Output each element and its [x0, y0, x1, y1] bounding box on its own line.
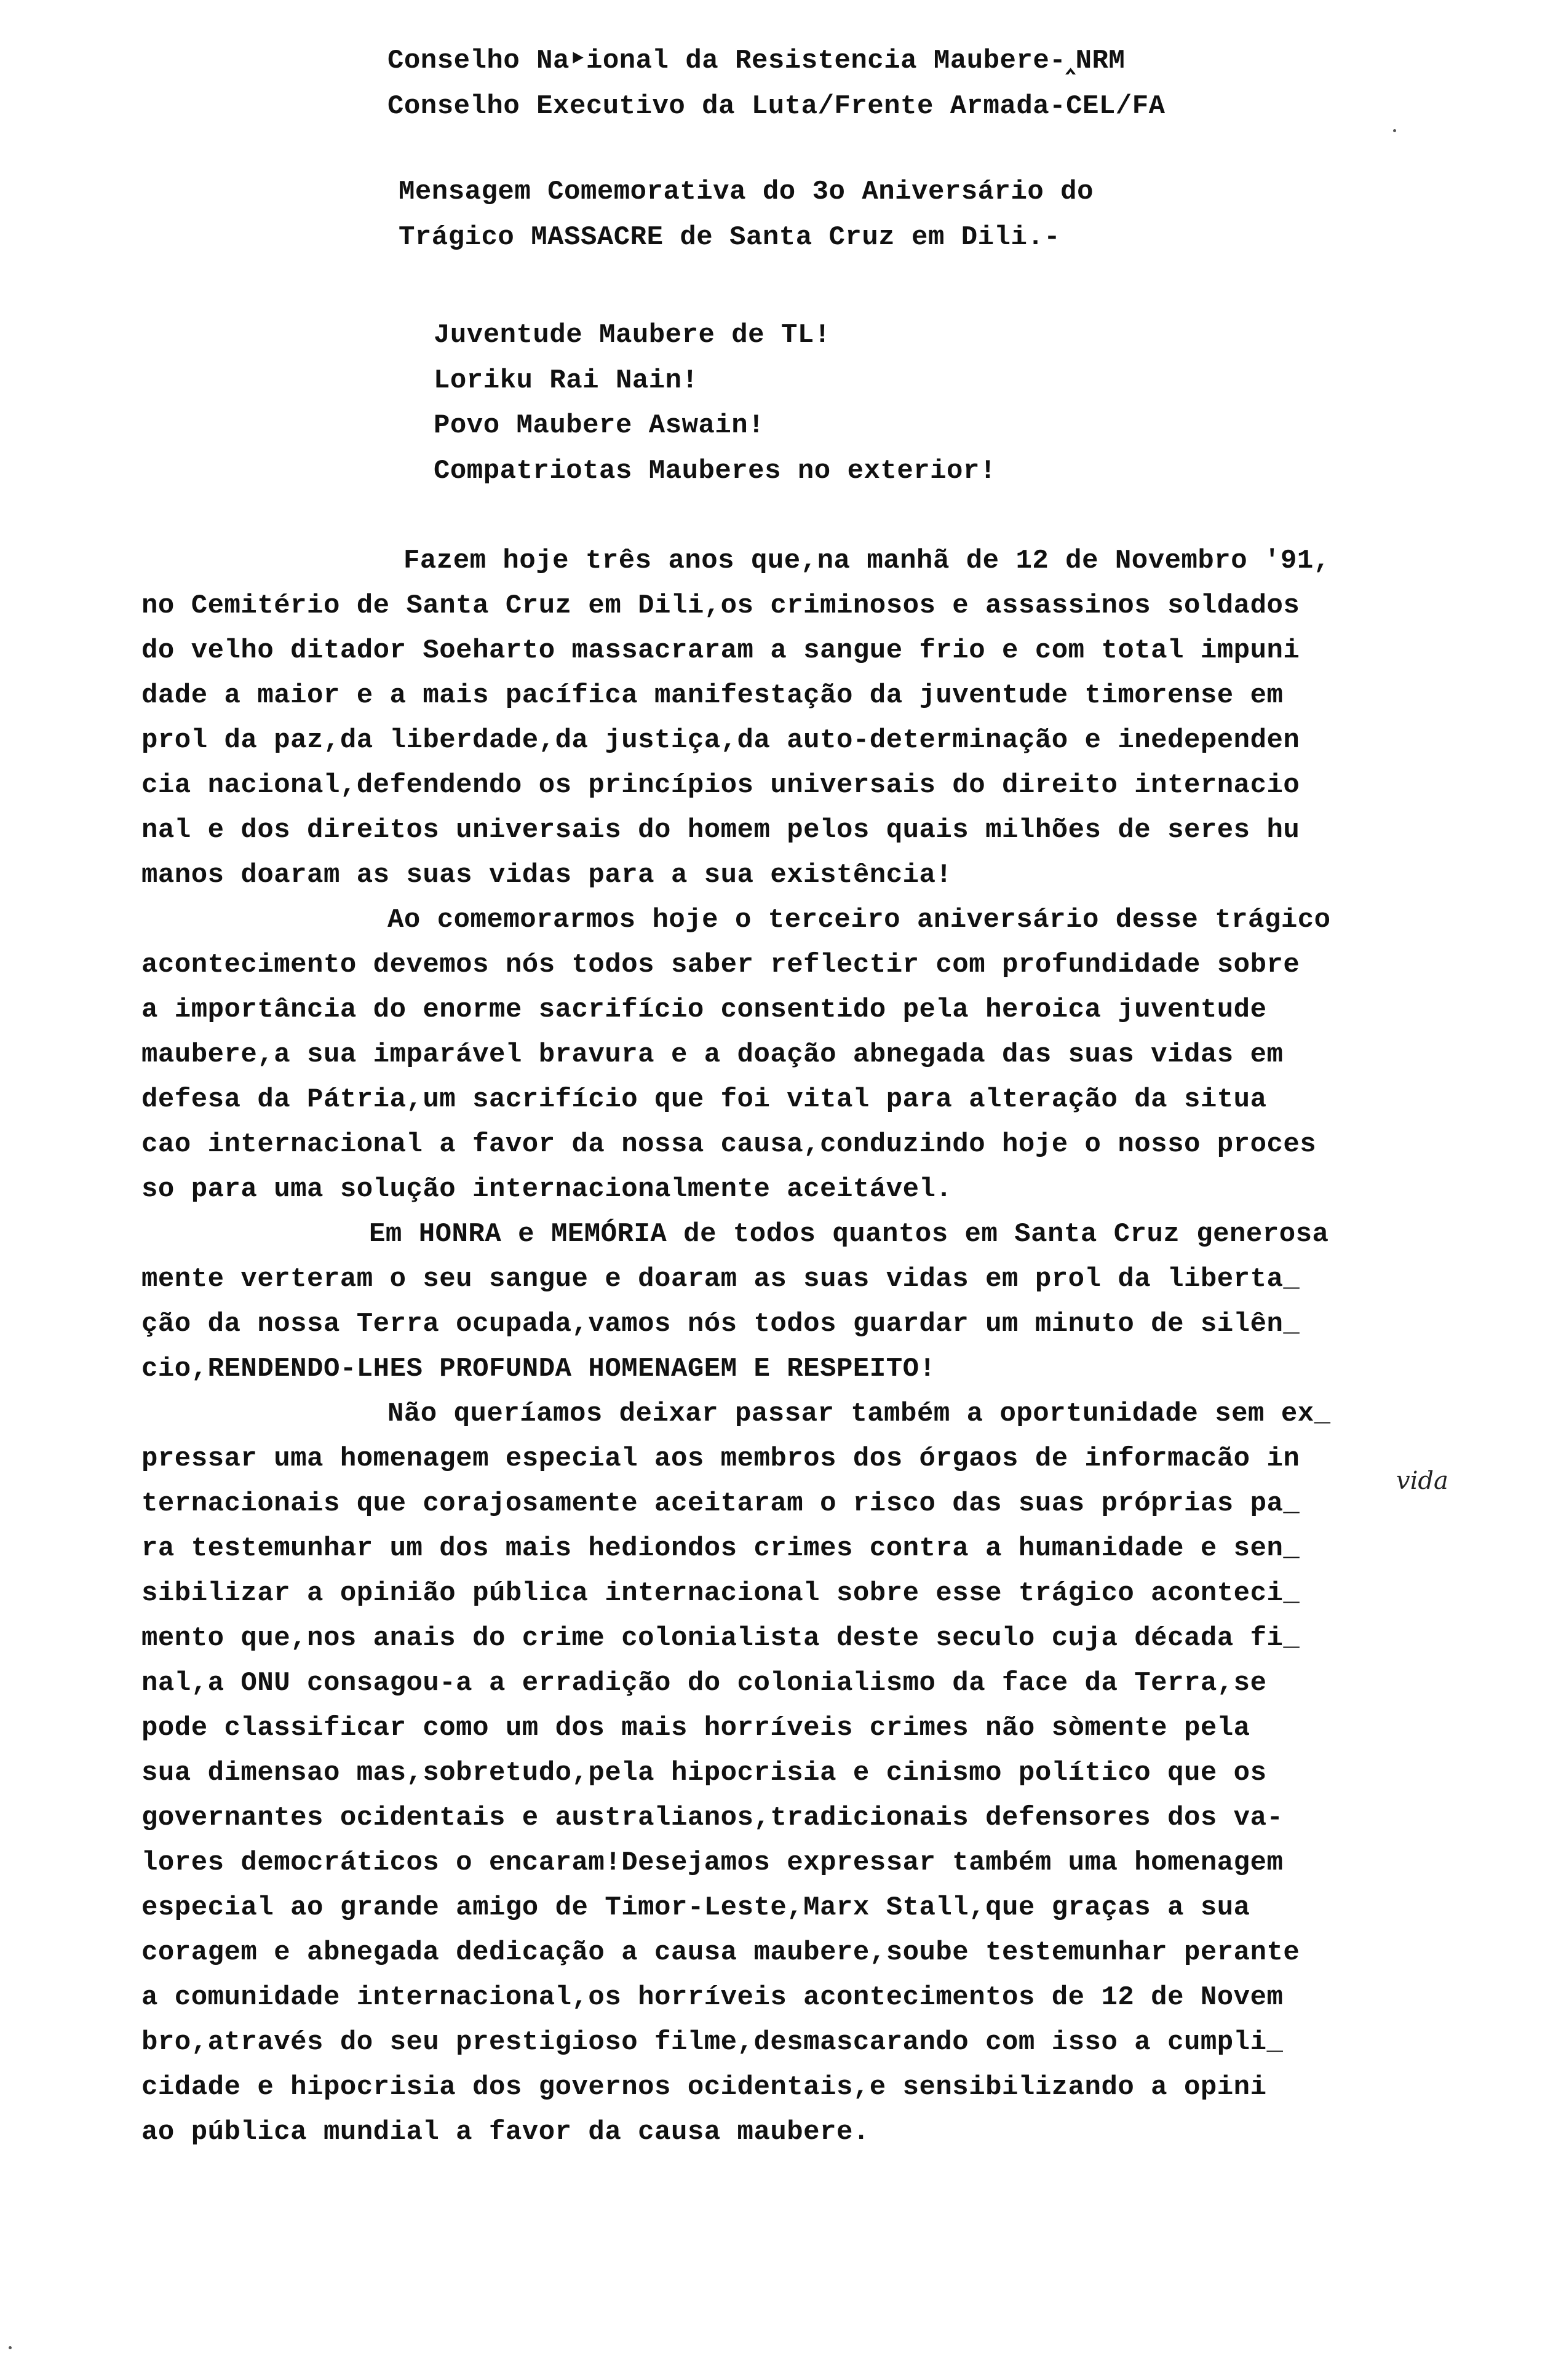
- body-line: maubere,a sua imparável bravura e a doação abnegada das suas vidas em: [141, 1039, 1284, 1070]
- body-line: ternacionais que corajosamente aceitaram o risco das suas próprias pa_: [141, 1488, 1300, 1519]
- body-line: nal e dos direitos universais do homem pelos quais milhões de seres hu: [141, 815, 1300, 846]
- body-line: cao internacional a favor da nossa causa,conduzindo hoje o nosso proces: [141, 1129, 1317, 1160]
- body-line: ção da nossa Terra ocupada,vamos nós todos guardar um minuto de silên_: [141, 1309, 1300, 1339]
- body-line: sua dimensao mas,sobretudo,pela hipocrisia e cinismo político que os: [141, 1758, 1267, 1788]
- body-line: Ao comemorarmos hoje o terceiro aniversário desse trágico: [387, 905, 1331, 935]
- body-line: nal,a ONU consagou-a a erradição do colonialismo da face da Terra,se: [141, 1668, 1267, 1699]
- title-line-2: Trágico MASSACRE de Santa Cruz em Dili.-: [399, 222, 1061, 253]
- body-line: Não queríamos deixar passar também a oportunidade sem ex_: [387, 1398, 1331, 1429]
- body-line: cidade e hipocrisia dos governos ocidentais,e sensibilizando a opini: [141, 2072, 1267, 2103]
- body-line: Em HONRA e MEMÓRIA de todos quantos em Santa Cruz generosa: [369, 1219, 1329, 1250]
- body-line: prol da paz,da liberdade,da justiça,da auto-determinação e inedependen: [141, 725, 1300, 756]
- greeting-line: Loriku Rai Nain!: [434, 365, 699, 396]
- body-line: defesa da Pátria,um sacrifício que foi vital para alteração da situa: [141, 1084, 1267, 1115]
- title-line-1: Mensagem Comemorativa do 3o Aniversário do: [399, 177, 1094, 207]
- body-line: ra testemunhar um dos mais hediondos crimes contra a humanidade e sen_: [141, 1533, 1300, 1564]
- body-line: do velho ditador Soeharto massacraram a sangue frio e com total impuni: [141, 635, 1300, 666]
- body-line: so para uma solução internacionalmente aceitável.: [141, 1174, 953, 1205]
- body-line: a importância do enorme sacrifício consentido pela heroica juventude: [141, 994, 1267, 1025]
- scan-speck: [9, 2346, 12, 2349]
- handwritten-insertion: vida: [1396, 1467, 1448, 1495]
- header-line-2: Conselho Executivo da Luta/Frente Armada-CEL/FA: [387, 91, 1166, 122]
- body-line: acontecimento devemos nós todos saber reflectir com profundidade sobre: [141, 950, 1300, 980]
- body-line: lores democráticos o encaram!Desejamos expressar também uma homenagem: [141, 1847, 1284, 1878]
- body-line: pressar uma homenagem especial aos membros dos órgaos de informacão in: [141, 1443, 1300, 1474]
- body-line: cio,RENDENDO-LHES PROFUNDA HOMENAGEM E RESPEITO!: [141, 1354, 936, 1384]
- body-line: governantes ocidentais e australianos,tradicionais defensores dos va-: [141, 1803, 1284, 1833]
- body-line: no Cemitério de Santa Cruz em Dili,os criminosos e assassinos soldados: [141, 590, 1300, 621]
- body-line: mente verteram o seu sangue e doaram as suas vidas em prol da liberta_: [141, 1264, 1300, 1295]
- body-line: dade a maior e a mais pacífica manifestação da juventude timorense em: [141, 680, 1284, 711]
- body-line: mento que,nos anais do crime colonialista deste seculo cuja década fi_: [141, 1623, 1300, 1654]
- greeting-line: Compatriotas Mauberes no exterior!: [434, 456, 996, 486]
- body-line: pode classificar como um dos mais horríveis crimes não sòmente pela: [141, 1713, 1250, 1743]
- body-line: bro,através do seu prestigioso filme,desmascarando com isso a cumpli_: [141, 2027, 1284, 2058]
- body-line: Fazem hoje três anos que,na manhã de 12 de Novembro '91,: [403, 545, 1330, 576]
- body-line: cia nacional,defendendo os princípios universais do direito internacio: [141, 770, 1300, 801]
- header-line-1: Conselho Na‣ional da Resistencia Maubere-‸NRM: [387, 46, 1126, 76]
- body-line: manos doaram as suas vidas para a sua existência!: [141, 860, 953, 891]
- body-line: a comunidade internacional,os horríveis acontecimentos de 12 de Novem: [141, 1982, 1284, 2013]
- body-line: coragem e abnegada dedicação a causa maubere,soube testemunhar perante: [141, 1937, 1300, 1968]
- scan-speck: [1393, 129, 1396, 132]
- body-line: especial ao grande amigo de Timor-Leste,Marx Stall,que graças a sua: [141, 1892, 1250, 1923]
- greeting-line: Juventude Maubere de TL!: [434, 320, 831, 351]
- body-line: ao pública mundial a favor da causa maubere.: [141, 2117, 870, 2148]
- greeting-line: Povo Maubere Aswain!: [434, 410, 765, 441]
- body-line: sibilizar a opinião pública internacional sobre esse trágico aconteci_: [141, 1578, 1300, 1609]
